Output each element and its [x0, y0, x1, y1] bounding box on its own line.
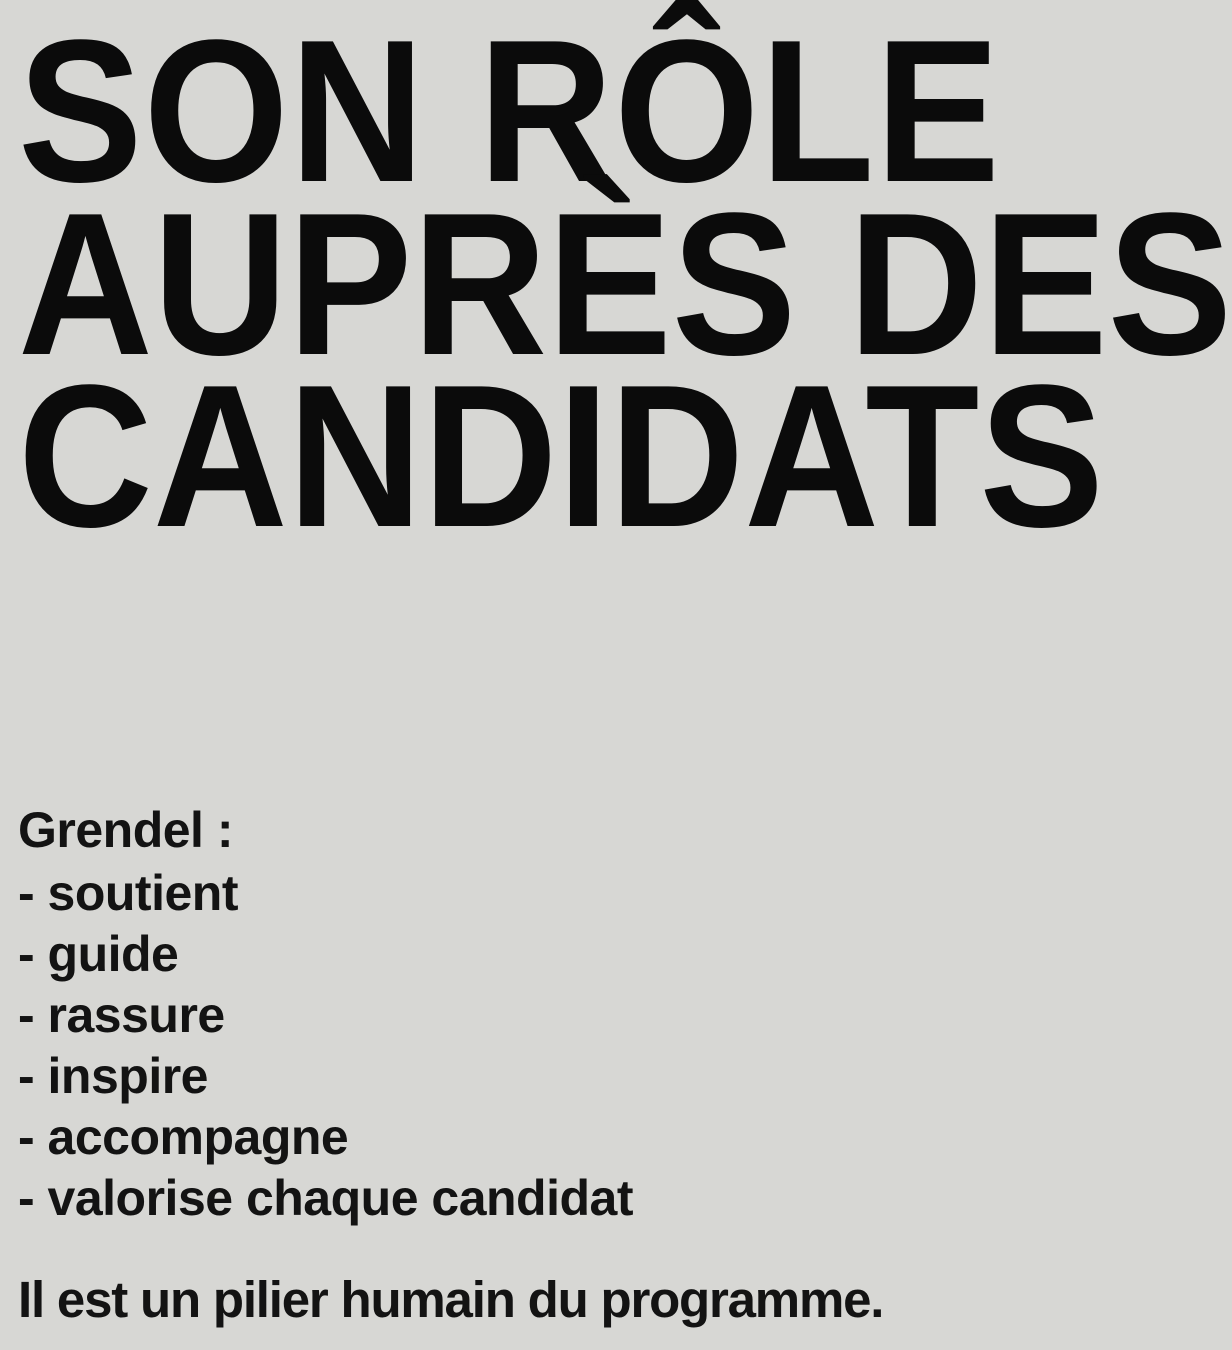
- list-item: - accompagne: [18, 1109, 349, 1165]
- page-title: [18, 0, 1232, 571]
- list-item: - guide: [18, 926, 179, 982]
- closing-statement: Il est un pilier humain du programme.: [18, 1271, 884, 1328]
- list-item: - inspire: [18, 1048, 208, 1104]
- headline-line-3: CANDIDATS: [18, 343, 1104, 571]
- list-item: - soutient: [18, 865, 238, 921]
- headline-line-1: SON RÔLE: [18, 0, 1001, 225]
- list-item: - valorise chaque candidat: [18, 1170, 633, 1226]
- role-list: [18, 863, 1062, 1229]
- headline-line-2: AUPRÈS DES: [18, 170, 1232, 398]
- body-block: [18, 800, 1062, 1229]
- list-item: - rassure: [18, 987, 225, 1043]
- body-lead: Grendel :: [18, 802, 233, 858]
